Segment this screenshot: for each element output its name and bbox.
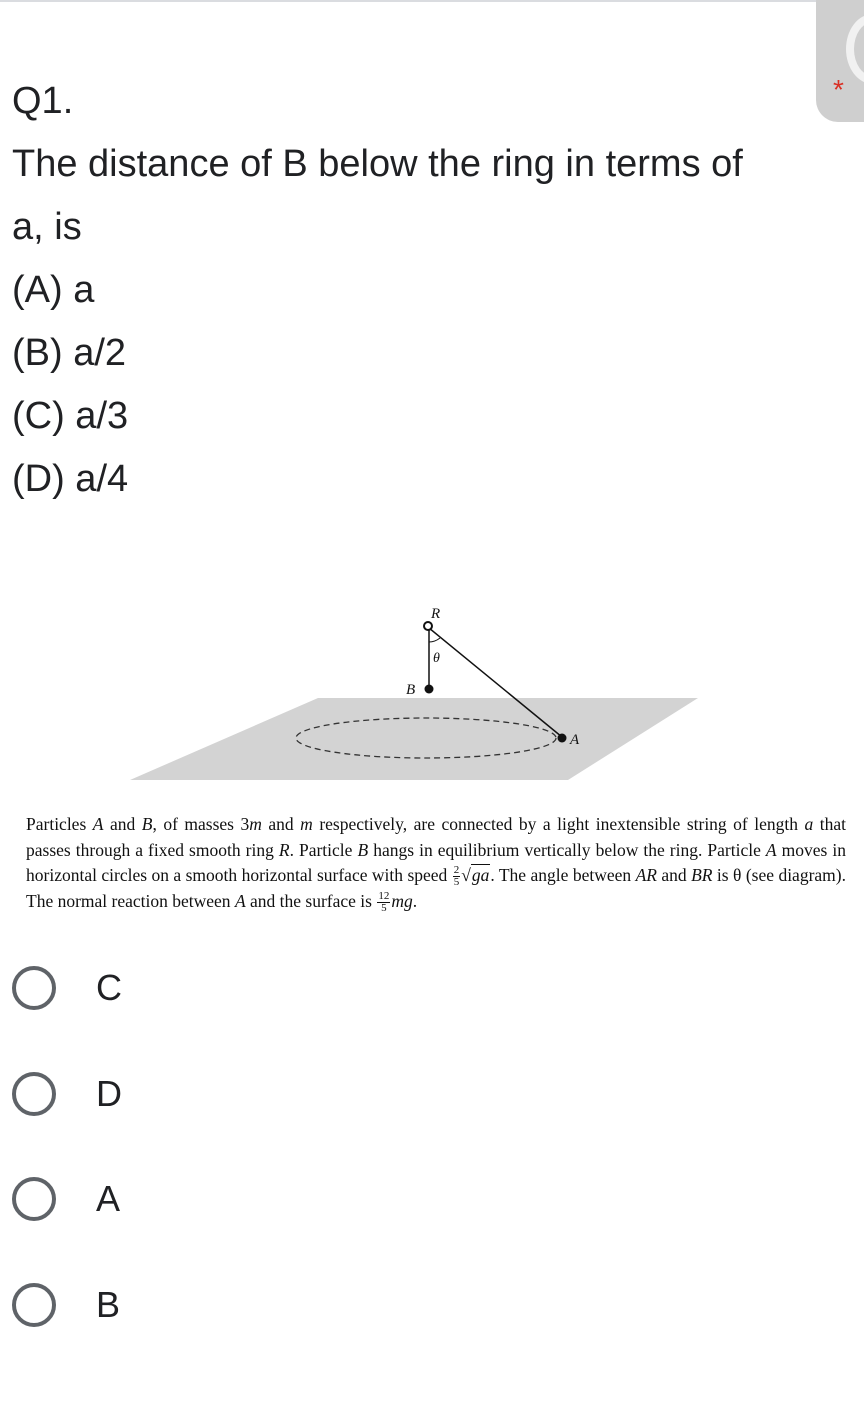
caption-text: that passes through a fixed smooth ring xyxy=(26,814,847,860)
label-ring-r: R xyxy=(431,606,441,622)
radio-button-icon[interactable] xyxy=(12,1283,56,1327)
normal-fraction-denominator: 5 xyxy=(381,901,387,914)
problem-description: Particles A and B, of masses 3m and m respectively, are connected by a light inextensible string of length a that passes through a fixed smooth ring R. Particle B hangs in equilibrium vertically below the ring. Particle A moves in horizontal circles on a smooth horizontal surface with speed $\frac{2}{5}$ √ga. The angle between AR and BR is θ (see diagram). The normal reaction between A and the surface is $\frac{12}{5}$ mg. xyxy=(26,814,847,914)
caption-symbol: B xyxy=(141,814,153,834)
caption-text: moves in horizontal circles on a smooth horizontal surface with speed xyxy=(26,839,846,885)
choice-a: (A) a xyxy=(12,269,95,311)
option-label: C xyxy=(96,967,122,1008)
ring-r xyxy=(424,622,432,630)
caption-text: . Particle xyxy=(289,839,358,860)
speed-fraction xyxy=(453,865,461,888)
caption-text: is θ (see diagram). The normal reaction between xyxy=(26,865,846,911)
caption-symbol: a xyxy=(804,814,814,834)
choice-b: (B) a/2 xyxy=(12,332,127,374)
question-stem-line1: The distance of B below the ring in terms of xyxy=(12,143,743,185)
caption-text: respectively, are connected by a light inextensible string of length xyxy=(312,814,805,834)
caption-text: . xyxy=(412,890,418,911)
particle-b xyxy=(425,685,434,694)
caption-text: , of masses 3 xyxy=(152,814,250,834)
caption-text: hangs in equilibrium vertically below the ring. Particle xyxy=(368,839,766,860)
caption-text: and xyxy=(656,865,692,885)
physics-diagram xyxy=(120,598,720,798)
caption-symbol: A xyxy=(92,814,104,834)
caption-text: and the surface is xyxy=(245,890,377,911)
caption-text: and xyxy=(261,814,301,834)
caption-symbol: m xyxy=(249,814,262,834)
caption-symbol: A xyxy=(234,890,246,911)
particle-a xyxy=(558,734,567,743)
option-label: D xyxy=(96,1073,122,1114)
option-a[interactable] xyxy=(12,1171,120,1227)
label-a: A xyxy=(570,732,580,748)
radio-button-icon[interactable] xyxy=(12,1177,56,1221)
label-theta: θ xyxy=(433,651,440,666)
caption-symbol: m xyxy=(300,814,313,834)
choice-d: (D) a/4 xyxy=(12,458,129,500)
question-number: Q1. xyxy=(12,80,74,122)
option-label: A xyxy=(96,1178,121,1219)
normal-fraction-numerator: 12 xyxy=(378,889,390,902)
radio-button-icon[interactable] xyxy=(12,1072,56,1116)
caption-symbol: AR xyxy=(635,865,657,885)
corner-tab-arc xyxy=(846,14,864,84)
caption-symbol: B xyxy=(357,839,369,860)
normal-fraction xyxy=(377,891,390,914)
top-divider xyxy=(0,0,864,2)
question-text xyxy=(12,70,822,511)
option-label: B xyxy=(96,1284,121,1325)
caption-symbol: mg xyxy=(391,890,413,911)
caption-symbol: BR xyxy=(691,865,713,885)
choice-c: (C) a/3 xyxy=(12,395,129,437)
angle-arc xyxy=(429,638,440,642)
speed-fraction-numerator: 2 xyxy=(453,864,460,877)
caption-text: Particles xyxy=(26,814,93,834)
caption-symbol: R xyxy=(278,839,290,860)
option-b[interactable] xyxy=(12,1277,120,1333)
caption-text: . The angle between xyxy=(490,865,636,885)
option-c[interactable] xyxy=(12,960,122,1016)
caption-text: and xyxy=(103,814,142,834)
speed-root: ga xyxy=(471,865,490,885)
speed-fraction-denominator: 5 xyxy=(453,876,460,889)
horizontal-plane xyxy=(130,698,698,780)
radio-button-icon[interactable] xyxy=(12,966,56,1010)
required-asterisk: * xyxy=(833,74,844,105)
question-stem-line2: a, is xyxy=(12,206,82,248)
caption-symbol: A xyxy=(765,839,777,860)
option-d[interactable] xyxy=(12,1066,122,1122)
label-b: B xyxy=(406,682,416,698)
